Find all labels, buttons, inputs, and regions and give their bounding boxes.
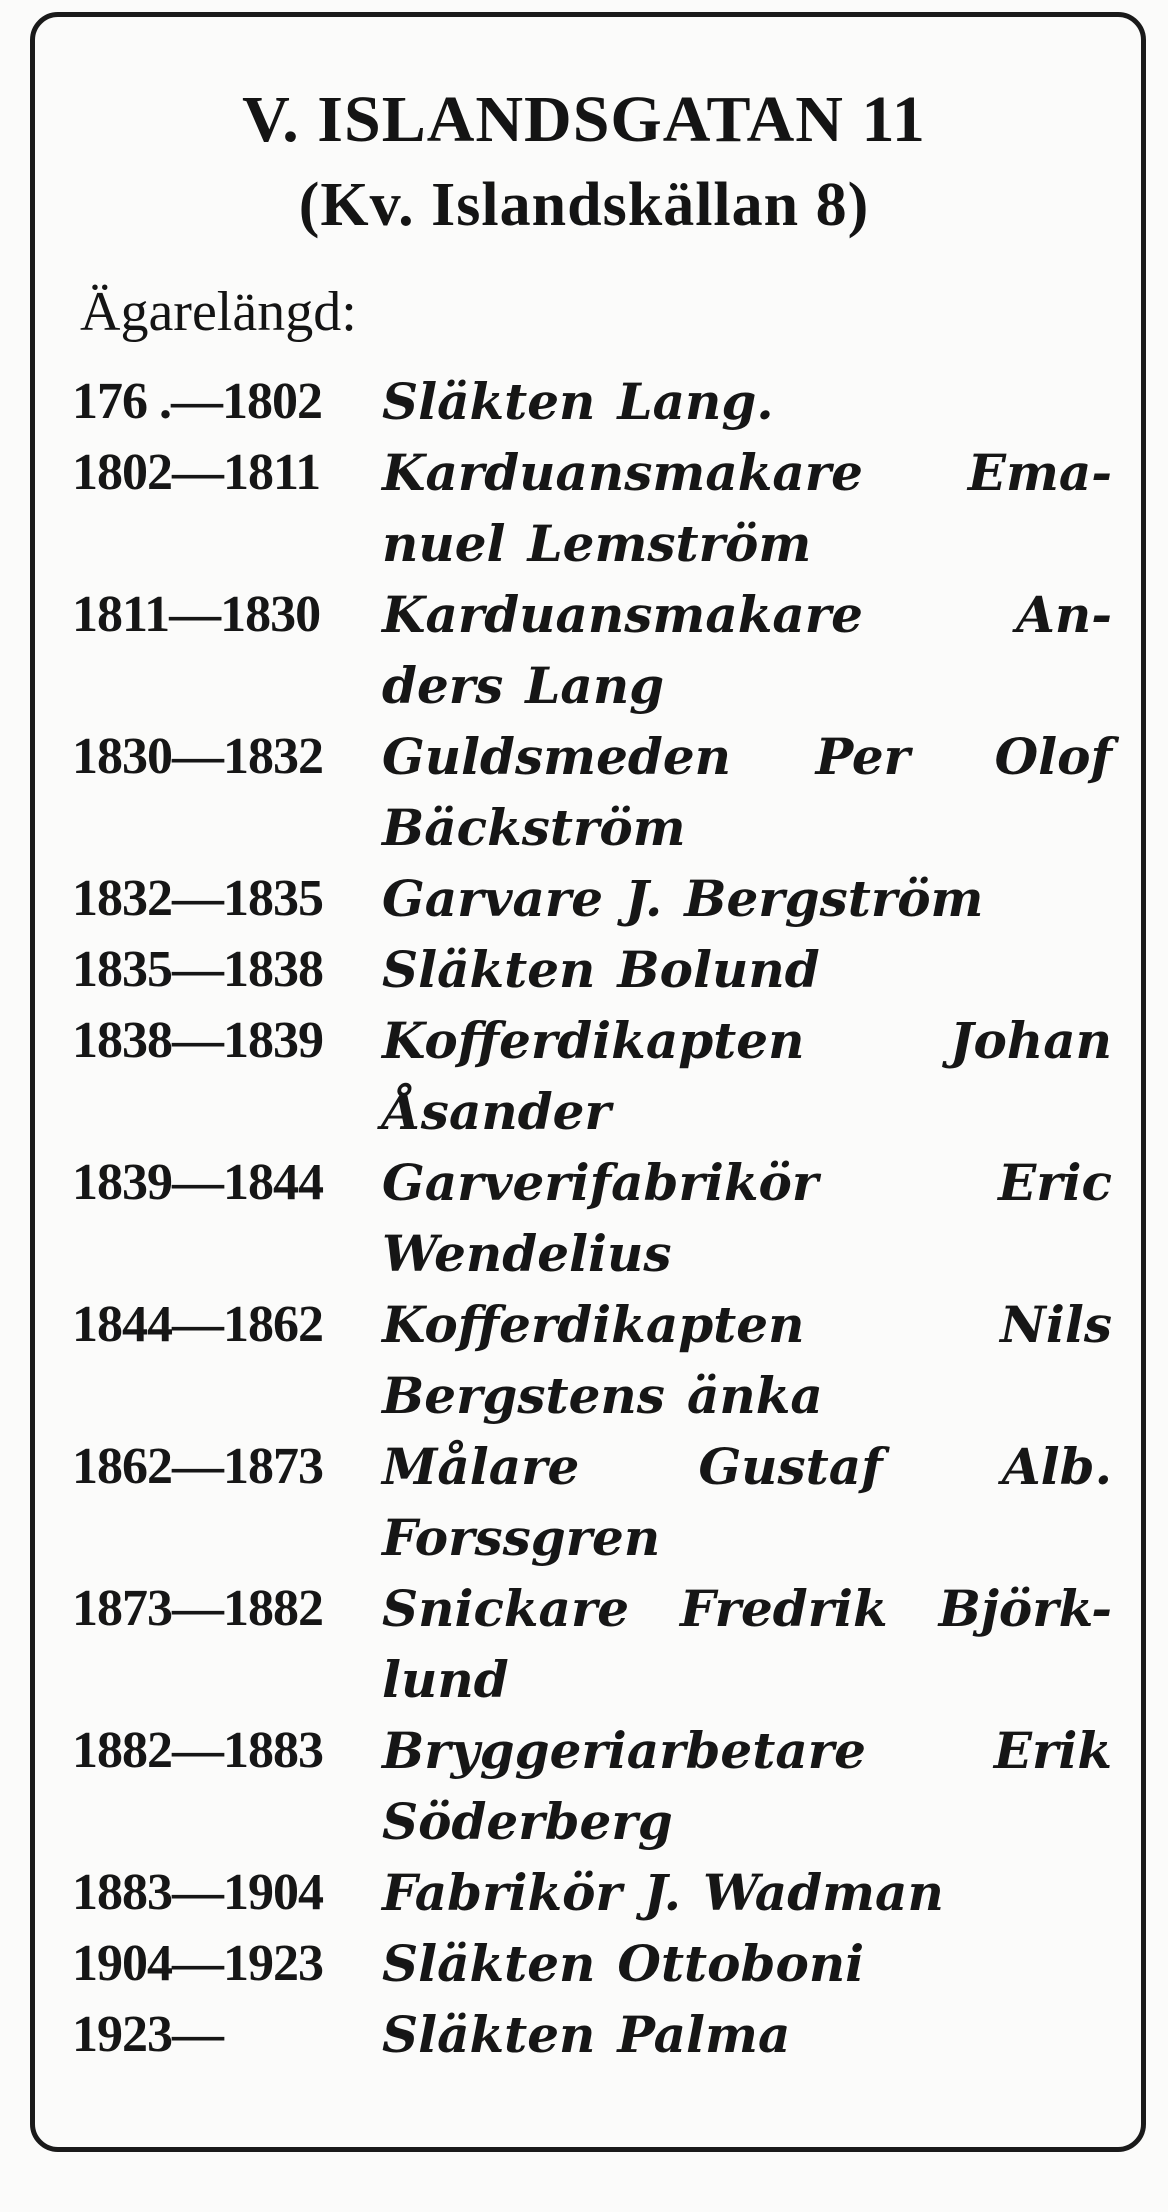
owner-entry <box>72 1431 1112 1573</box>
owner-word: Ema- <box>967 443 1112 502</box>
owner-entry <box>72 934 1112 1005</box>
owner-word: Bolund <box>617 940 820 999</box>
owner-name-line <box>382 1431 1112 1502</box>
section-heading: Ägarelängd: <box>80 281 357 343</box>
ownership-period: 1839—1844 <box>72 1154 323 1211</box>
owner-name <box>382 1289 1112 1431</box>
owner-word: Åsander <box>382 1082 611 1141</box>
owner-name-line <box>382 863 1112 934</box>
owner-word: Guldsmeden <box>382 727 731 786</box>
owner-entry <box>72 1928 1112 1999</box>
owner-name-line <box>382 650 1112 721</box>
ownership-period: 1802—1811 <box>72 444 321 501</box>
owner-name-line <box>382 1999 1112 2070</box>
owner-name <box>382 1999 1112 2070</box>
owner-entry <box>72 366 1112 437</box>
owner-name-line <box>382 1644 1112 1715</box>
owner-word: Olof <box>994 727 1112 786</box>
ownership-period: 1862—1873 <box>72 1438 323 1495</box>
owner-entry <box>72 1715 1112 1857</box>
owner-entry <box>72 863 1112 934</box>
owner-entry <box>72 1857 1112 1928</box>
owner-name-line <box>382 1218 1112 1289</box>
owner-name <box>382 1928 1112 1999</box>
owner-word: Bryggeriarbetare <box>382 1721 866 1780</box>
ownership-period: 1873—1882 <box>72 1580 323 1637</box>
owner-name-line <box>382 1715 1112 1786</box>
owner-word: Palma <box>617 2005 791 2064</box>
ownership-period: 176 .—1802 <box>72 373 322 430</box>
owner-name-line <box>382 1360 1112 1431</box>
owner-name-line <box>382 1573 1112 1644</box>
document-subtitle: (Kv. Islandskällan 8) <box>298 171 870 239</box>
document-title: V. ISLANDSGATAN 11 <box>242 83 926 156</box>
owner-name <box>382 437 1112 579</box>
owner-word: Lang <box>525 656 665 715</box>
owner-word: Björk- <box>938 1579 1112 1638</box>
owner-name-line <box>382 1857 1112 1928</box>
owner-word: Släkten <box>382 372 596 431</box>
owner-word: Karduansmakare <box>382 585 863 644</box>
owner-name <box>382 1715 1112 1857</box>
owner-word: Lemström <box>527 514 812 573</box>
owner-name <box>382 863 1112 934</box>
owner-entry <box>72 437 1112 579</box>
owner-word: Bäckström <box>382 798 686 857</box>
owner-name <box>382 366 1112 437</box>
owner-word: Målare <box>382 1437 580 1496</box>
owner-name-line <box>382 1005 1112 1076</box>
owner-name-line <box>382 1076 1112 1147</box>
owner-name-line <box>382 579 1112 650</box>
owner-name <box>382 1857 1112 1928</box>
owner-word: Kofferdikapten <box>382 1295 805 1354</box>
ownership-period: 1904—1923 <box>72 1935 323 1992</box>
owner-name-line <box>382 508 1112 579</box>
owner-word: Släkten <box>382 2005 596 2064</box>
owner-entry <box>72 1573 1112 1715</box>
owner-word: J. <box>643 1863 681 1922</box>
owner-name-line <box>382 1147 1112 1218</box>
owner-word: Garvare <box>382 869 604 928</box>
owner-name <box>382 1005 1112 1147</box>
owner-entry <box>72 1005 1112 1147</box>
owner-word: Lang. <box>617 372 774 431</box>
owner-name <box>382 1573 1112 1715</box>
owner-name-line <box>382 1289 1112 1360</box>
owner-word: Johan <box>949 1011 1112 1070</box>
ownership-period: 1830—1832 <box>72 728 323 785</box>
owner-name-line <box>382 1928 1112 1999</box>
owner-word: Kofferdikapten <box>382 1011 805 1070</box>
owner-name <box>382 1147 1112 1289</box>
ownership-period: 1882—1883 <box>72 1722 323 1779</box>
ownership-period: 1923— <box>72 2006 223 2063</box>
owner-name-line <box>382 792 1112 863</box>
owner-word: Släkten <box>382 1934 596 1993</box>
owner-name-line <box>382 366 1112 437</box>
owner-word: nuel <box>382 514 506 573</box>
ownership-period: 1832—1835 <box>72 870 323 927</box>
owner-entry <box>72 1147 1112 1289</box>
owner-word: An- <box>1016 585 1112 644</box>
owner-name-line <box>382 934 1112 1005</box>
owner-entry <box>72 1999 1112 2070</box>
ownership-period: 1835—1838 <box>72 941 323 998</box>
owner-word: ders <box>382 656 504 715</box>
owner-entry <box>72 1289 1112 1431</box>
owner-name <box>382 934 1112 1005</box>
owner-word: Fabrikör <box>382 1863 622 1922</box>
ownership-period: 1838—1839 <box>72 1012 323 1069</box>
owner-name-line <box>382 1502 1112 1573</box>
owner-word: Karduansmakare <box>382 443 863 502</box>
owner-word: Snickare <box>382 1579 630 1638</box>
owner-name-line <box>382 721 1112 792</box>
ownership-period: 1844—1862 <box>72 1296 323 1353</box>
owner-list <box>72 366 1112 2070</box>
owner-word: Eric <box>998 1153 1112 1212</box>
owner-name <box>382 1431 1112 1573</box>
owner-word: Bergstens <box>382 1366 665 1425</box>
owner-word: Ottoboni <box>617 1934 865 1993</box>
owner-word: lund <box>382 1650 509 1709</box>
owner-word: Wendelius <box>382 1224 672 1283</box>
owner-word: Alb. <box>1001 1437 1112 1496</box>
owner-word: Wadman <box>702 1863 944 1922</box>
owner-word: Garverifabrikör <box>382 1153 819 1212</box>
owner-entry <box>72 721 1112 863</box>
ownership-period: 1883—1904 <box>72 1864 323 1921</box>
owner-word: Erik <box>993 1721 1112 1780</box>
owner-word: Bergström <box>684 869 984 928</box>
owner-name-line <box>382 1786 1112 1857</box>
owner-name <box>382 721 1112 863</box>
ownership-period: 1811—1830 <box>72 586 321 643</box>
owner-word: Nils <box>1000 1295 1112 1354</box>
owner-word: änka <box>686 1366 823 1425</box>
owner-word: Söderberg <box>382 1792 673 1851</box>
owner-entry <box>72 579 1112 721</box>
owner-word: Fredrik <box>679 1579 888 1638</box>
owner-name <box>382 579 1112 721</box>
owner-word: Forssgren <box>382 1508 661 1567</box>
owner-word: J. <box>625 869 663 928</box>
owner-word: Släkten <box>382 940 596 999</box>
owner-name-line <box>382 437 1112 508</box>
owner-word: Per <box>815 727 910 786</box>
owner-word: Gustaf <box>698 1437 883 1496</box>
